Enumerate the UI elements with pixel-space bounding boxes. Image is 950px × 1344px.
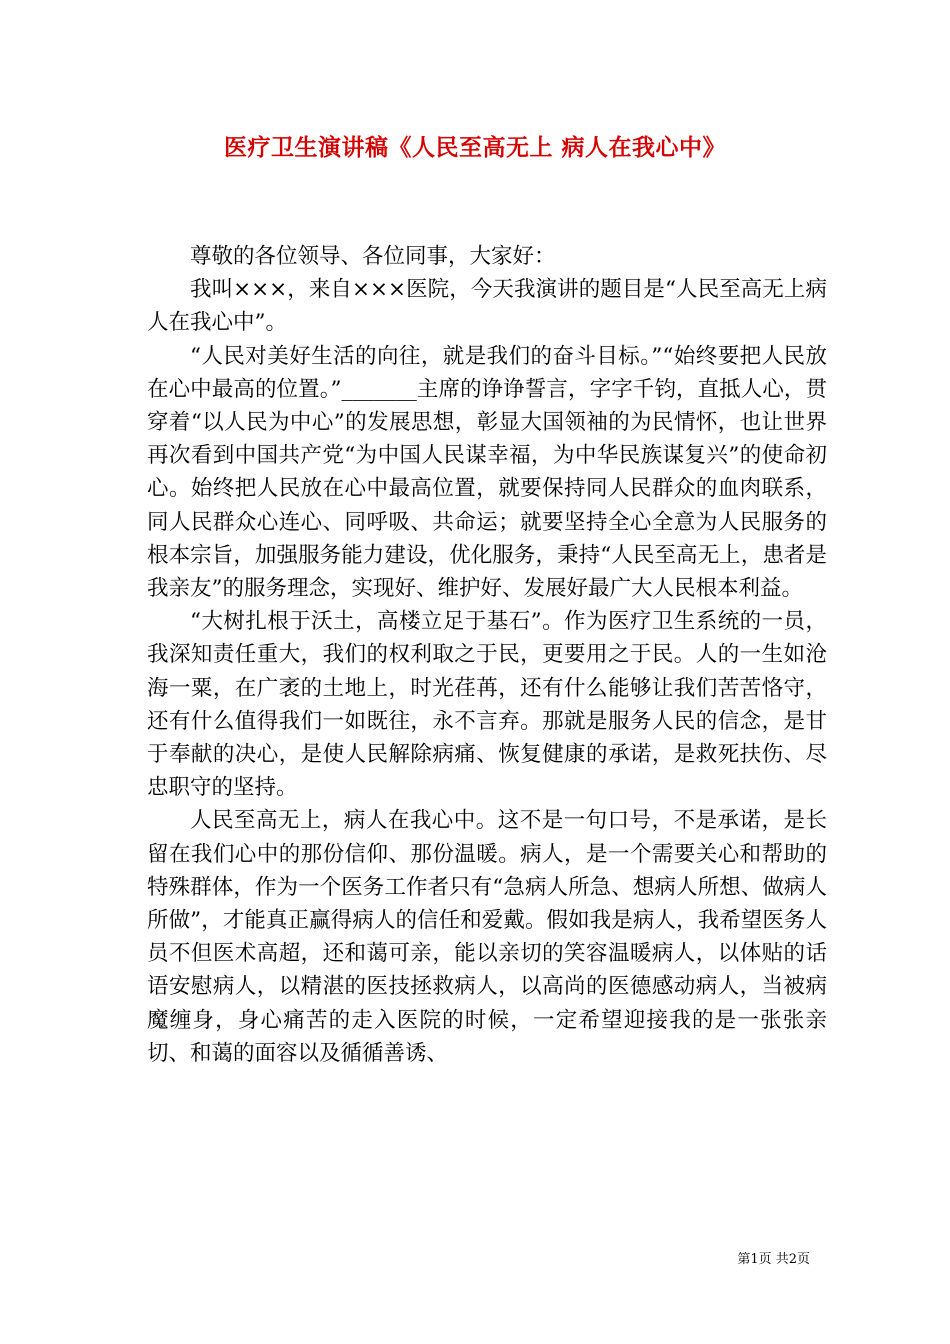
paragraph-salutation: 尊敬的各位领导、各位同事，大家好： (190, 244, 556, 269)
page-title: 医疗卫生演讲稿《人民至高无上 病人在我心中》 (223, 134, 726, 161)
paragraph-introduction: 我叫×××，来自×××医院，今天我演讲的题目是“人民至高无上病人在我心中”。 (147, 277, 827, 336)
paragraph: 人民至高无上，病人在我心中。这不是一句口号，不是承诺，是长留在我们心中的那份信仰、那份温暖。病人，是一个需要关心和帮助的特殊群体，作为一个医务工作者只有“急病人所急、想病人所想、做病人所做”，才能真正赢得病人的信任和爱戴。假如我是病人，我希望医务人员不但医术高超，还和蔼可亲，能以亲切的笑容温暖病人，以体贴的话语安慰病人，以精湛的医技拯救病人，以高尚的医德感动病人，当被病魔缠身，身心痛苦的走入医院的时候，一定希望迎接我的是一张张亲切、和蔼的面容以及循循善诱、 (147, 808, 827, 1066)
page-number-footer: 第1页 共2页 (737, 1252, 810, 1267)
document-body (147, 240, 827, 1070)
paragraph: “大树扎根于沃土，高楼立足于基石”。作为医疗卫生系统的一员，我深知责任重大，我们的权利取之于民，更要用之于民。人的一生如沧海一粟，在广袤的土地上，时光荏苒，还有什么能够让我们苦苦恪守，还有什么值得我们一如既往，永不言弃。那就是服务人民的信念，是甘于奉献的决心，是使人民解除病痛、恢复健康的承诺，是救死扶伤、尽忠职守的坚持。 (147, 609, 827, 801)
paragraph: “人民对美好生活的向往，就是我们的奋斗目标。”“始终要把人民放在心中最高的位置。”_______主席的诤诤誓言，字字千钧，直抵人心，贯穿着“以人民为中心”的发展思想，彰显大国领袖的为民情怀，也让世界再次看到中国共产党“为中国人民谋幸福，为中华民族谋复兴”的使命初心。始终把人民放在心中最高位置，就要保持同人民群众的血肉联系，同人民群众心连心、同呼吸、共命运；就要坚持全心全意为人民服务的根本宗旨，加强服务能力建设，优化服务，秉持“人民至高无上，患者是我亲友”的服务理念，实现好、维护好、发展好最广大人民根本利益。 (147, 343, 827, 602)
